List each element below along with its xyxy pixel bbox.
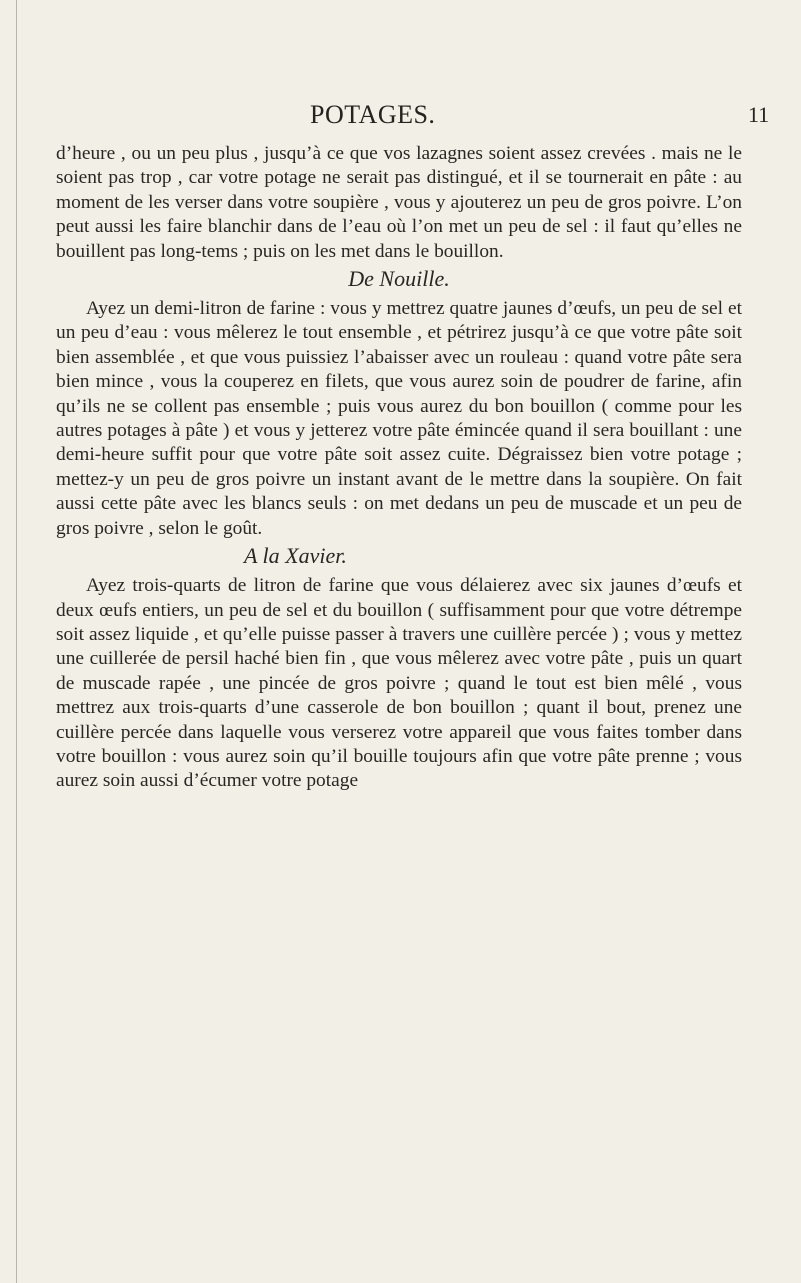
running-title: POTAGES.: [310, 100, 436, 129]
body-text: [56, 142, 742, 794]
page-number: 11: [748, 102, 770, 127]
section-title-nouille: De Nouille.: [348, 266, 450, 292]
page-binding-edge: [16, 0, 17, 1283]
paragraph-xavier: Ayez trois-quarts de litron de farine que vous délaierez avec six jaunes d’œufs et deux œufs entiers, un peu de sel et du bouillon ( suffisamment pour que votre détrempe soit assez liquide , et qu’elle puisse passer à travers une cuillère percée ) ; vous y mettez une cuillerée de persil haché bien fin , que vous mêlerez avec votre pâte , puis un quart de muscade rapée , une pincée de gros poivre ; quand le tout est bien mêlé , vous mettrez aux trois-quarts d’une casserole de bon bouillon ; quant il bout, prenez une cuillère percée dans laquelle vous verserez votre appareil que vous faites tomber dans votre bouillon : vous aurez soin qu’il bouille toujours afin que votre pâte prenne ; vous aurez soin aussi d’écumer votre potage: [56, 575, 742, 792]
paragraph-nouille: Ayez un demi-litron de farine : vous y mettrez quatre jaunes d’œufs, un peu de sel et un peu d’eau : vous mêlerez le tout ensemble , et pétrirez jusqu’à ce que votre pâte soit bien assemblée , et que vous puissiez l’abaisser avec un rouleau : quand votre pâte sera bien mince , vous la couperez en filets, que vous aurez soin de poudrer de farine, afin qu’ils ne se collent pas ensemble ; puis vous aurez du bon bouillon ( comme pour les autres potages à pâte ) et vous y jetterez votre pâte émincée quand il sera bouillant : une demi-heure suffit pour que votre pâte soit assez cuite. Dégraissez bien votre potage ; mettez-y un peu de gros poivre un instant avant de le mettre dans la soupière. On fait aussi cette pâte avec les blancs seuls : on met dedans un peu de muscade et un peu de gros poivre , selon le goût.: [56, 298, 742, 539]
section-title-xavier: A la Xavier.: [244, 543, 347, 569]
paragraph-lazagnes-end: d’heure , ou un peu plus , jusqu’à ce que vos lazagnes soient assez crevées . mais ne le soient pas trop , car votre potage ne serait pas distingué, et il se tournerait en pâte : au moment de les verser dans votre soupière , vous y ajouterez un peu de gros poivre. L’on peut aussi les faire blanchir dans de l’eau où l’on met un peu de sel : il faut qu’elles ne bouillent pas long-tems ; puis on les met dans le bouillon.: [56, 143, 742, 262]
